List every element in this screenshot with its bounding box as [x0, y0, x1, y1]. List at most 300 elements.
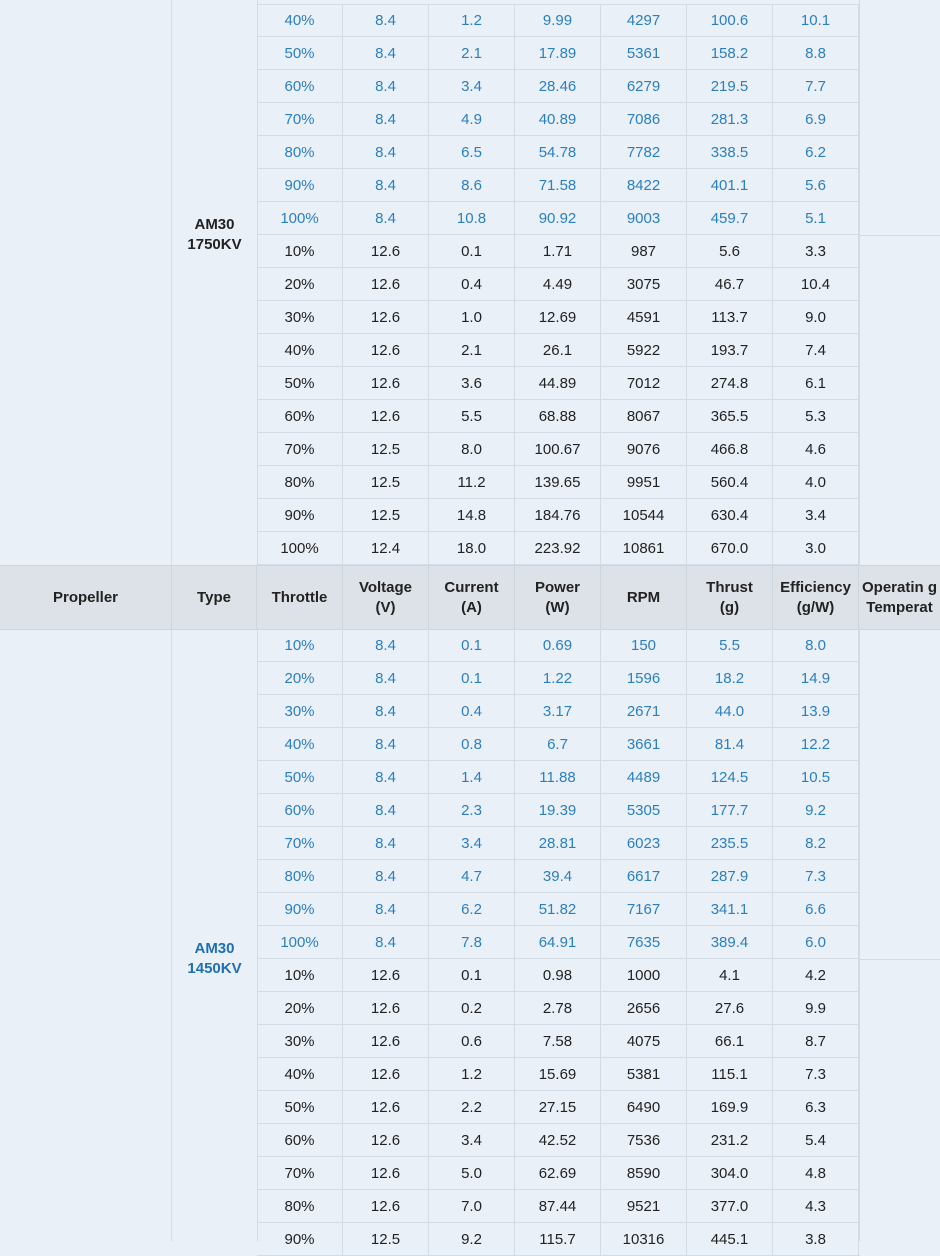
- thrust-cell: 124.5: [687, 761, 773, 793]
- table-row: [257, 466, 860, 499]
- table-row: [257, 827, 860, 860]
- table-row: [257, 893, 860, 926]
- efficiency-cell: 10.1: [773, 4, 859, 36]
- voltage-cell: 12.6: [343, 1091, 429, 1123]
- thrust-cell: 169.9: [687, 1091, 773, 1123]
- table-row: [257, 334, 860, 367]
- throttle-cell: 60%: [257, 400, 343, 432]
- header-throttle: Throttle: [257, 566, 343, 629]
- voltage-cell: 8.4: [343, 860, 429, 892]
- throttle-cell: 90%: [257, 1223, 343, 1255]
- table-row: [257, 532, 860, 565]
- thrust-cell: 466.8: [687, 433, 773, 465]
- throttle-cell: 100%: [257, 202, 343, 234]
- power-cell: 19.39: [515, 794, 601, 826]
- throttle-cell: 70%: [257, 1157, 343, 1189]
- rpm-cell: 9003: [601, 202, 687, 234]
- voltage-cell: 8.4: [343, 70, 429, 102]
- voltage-cell: 8.4: [343, 926, 429, 958]
- efficiency-cell: 5.4: [773, 1124, 859, 1156]
- rpm-cell: 10544: [601, 499, 687, 531]
- thrust-cell: 287.9: [687, 860, 773, 892]
- rpm-cell: 6023: [601, 827, 687, 859]
- power-cell: 6.7: [515, 728, 601, 760]
- rpm-cell: 150: [601, 629, 687, 661]
- power-cell: 15.69: [515, 1058, 601, 1090]
- current-cell: 2.1: [429, 37, 515, 69]
- thrust-cell: 445.1: [687, 1223, 773, 1255]
- throttle-cell: 60%: [257, 1124, 343, 1156]
- throttle-cell: 80%: [257, 136, 343, 168]
- throttle-cell: 70%: [257, 433, 343, 465]
- power-cell: 139.65: [515, 466, 601, 498]
- power-cell: 0.98: [515, 959, 601, 991]
- table-row: [257, 433, 860, 466]
- current-cell: 3.6: [429, 367, 515, 399]
- thrust-cell: 5.6: [687, 235, 773, 267]
- temperature-group-divider-1: [860, 235, 940, 236]
- power-cell: 17.89: [515, 37, 601, 69]
- rpm-cell: 3075: [601, 268, 687, 300]
- power-cell: 87.44: [515, 1190, 601, 1222]
- table-row: [257, 728, 860, 761]
- efficiency-cell: 6.2: [773, 136, 859, 168]
- power-cell: 28.81: [515, 827, 601, 859]
- header-temperature: Operatin g Temperat: [862, 578, 938, 616]
- current-cell: 6.2: [429, 893, 515, 925]
- throttle-cell: 40%: [257, 4, 343, 36]
- throttle-cell: 100%: [257, 532, 343, 564]
- current-cell: 3.4: [429, 827, 515, 859]
- efficiency-cell: 4.8: [773, 1157, 859, 1189]
- voltage-cell: 12.5: [343, 499, 429, 531]
- power-cell: 42.52: [515, 1124, 601, 1156]
- throttle-cell: 20%: [257, 992, 343, 1024]
- table-row: [257, 70, 860, 103]
- rpm-cell: 7012: [601, 367, 687, 399]
- current-cell: 0.2: [429, 992, 515, 1024]
- power-cell: 115.7: [515, 1223, 601, 1255]
- efficiency-cell: 3.4: [773, 499, 859, 531]
- table-row: [257, 1091, 860, 1124]
- thrust-cell: 66.1: [687, 1025, 773, 1057]
- throttle-cell: 40%: [257, 728, 343, 760]
- thrust-cell: 338.5: [687, 136, 773, 168]
- rpm-cell: 7536: [601, 1124, 687, 1156]
- current-cell: 9.2: [429, 1223, 515, 1255]
- efficiency-cell: 12.2: [773, 728, 859, 760]
- throttle-cell: 90%: [257, 169, 343, 201]
- voltage-cell: 8.4: [343, 4, 429, 36]
- voltage-cell: 12.6: [343, 1157, 429, 1189]
- thrust-cell: 177.7: [687, 794, 773, 826]
- throttle-cell: 80%: [257, 860, 343, 892]
- efficiency-cell: 8.0: [773, 629, 859, 661]
- efficiency-cell: 6.3: [773, 1091, 859, 1123]
- rpm-cell: 5361: [601, 37, 687, 69]
- power-cell: 71.58: [515, 169, 601, 201]
- table-row: [257, 926, 860, 959]
- current-cell: 7.0: [429, 1190, 515, 1222]
- current-cell: 0.4: [429, 268, 515, 300]
- rpm-cell: 10316: [601, 1223, 687, 1255]
- thrust-cell: 235.5: [687, 827, 773, 859]
- efficiency-cell: 5.3: [773, 400, 859, 432]
- power-cell: 1.22: [515, 662, 601, 694]
- rpm-cell: 10861: [601, 532, 687, 564]
- current-cell: 0.1: [429, 629, 515, 661]
- efficiency-cell: 9.9: [773, 992, 859, 1024]
- motor-type-label: AM30 1450KV: [187, 940, 242, 977]
- voltage-cell: 12.6: [343, 1025, 429, 1057]
- power-cell: 12.69: [515, 301, 601, 333]
- thrust-cell: 27.6: [687, 992, 773, 1024]
- current-cell: 0.4: [429, 695, 515, 727]
- rpm-cell: 5922: [601, 334, 687, 366]
- throttle-cell: 30%: [257, 695, 343, 727]
- efficiency-cell: 6.0: [773, 926, 859, 958]
- efficiency-cell: 4.2: [773, 959, 859, 991]
- rpm-cell: 4489: [601, 761, 687, 793]
- throttle-cell: 90%: [257, 499, 343, 531]
- voltage-cell: 8.4: [343, 893, 429, 925]
- rpm-cell: 8590: [601, 1157, 687, 1189]
- table-row: [257, 103, 860, 136]
- current-cell: 1.2: [429, 4, 515, 36]
- efficiency-cell: 7.3: [773, 1058, 859, 1090]
- table-row: [257, 268, 860, 301]
- throttle-cell: 80%: [257, 1190, 343, 1222]
- throttle-cell: 50%: [257, 37, 343, 69]
- voltage-cell: 8.4: [343, 103, 429, 135]
- throttle-cell: 20%: [257, 268, 343, 300]
- current-cell: 5.5: [429, 400, 515, 432]
- voltage-cell: 12.6: [343, 235, 429, 267]
- current-cell: 6.5: [429, 136, 515, 168]
- voltage-cell: 8.4: [343, 136, 429, 168]
- rpm-cell: 9076: [601, 433, 687, 465]
- power-cell: 4.49: [515, 268, 601, 300]
- power-cell: 62.69: [515, 1157, 601, 1189]
- header-propeller: Propeller: [0, 566, 172, 629]
- current-cell: 14.8: [429, 499, 515, 531]
- table-row: [257, 695, 860, 728]
- thrust-cell: 670.0: [687, 532, 773, 564]
- power-cell: 40.89: [515, 103, 601, 135]
- throttle-cell: 30%: [257, 301, 343, 333]
- thrust-cell: 630.4: [687, 499, 773, 531]
- thrust-cell: 100.6: [687, 4, 773, 36]
- voltage-cell: 8.4: [343, 695, 429, 727]
- efficiency-cell: 7.3: [773, 860, 859, 892]
- rpm-cell: 5381: [601, 1058, 687, 1090]
- rpm-cell: 4075: [601, 1025, 687, 1057]
- header-current: Current (A): [429, 566, 515, 629]
- voltage-cell: 12.6: [343, 400, 429, 432]
- voltage-cell: 8.4: [343, 794, 429, 826]
- power-cell: 26.1: [515, 334, 601, 366]
- thrust-cell: 5.5: [687, 629, 773, 661]
- efficiency-cell: 9.0: [773, 301, 859, 333]
- power-cell: 54.78: [515, 136, 601, 168]
- voltage-cell: 8.4: [343, 37, 429, 69]
- voltage-cell: 12.6: [343, 992, 429, 1024]
- throttle-cell: 10%: [257, 235, 343, 267]
- efficiency-cell: 9.2: [773, 794, 859, 826]
- rpm-cell: 8067: [601, 400, 687, 432]
- table-row: [257, 4, 860, 37]
- thrust-cell: 18.2: [687, 662, 773, 694]
- table-row: [257, 1157, 860, 1190]
- voltage-cell: 12.6: [343, 367, 429, 399]
- voltage-cell: 8.4: [343, 202, 429, 234]
- voltage-cell: 12.6: [343, 959, 429, 991]
- efficiency-cell: 10.5: [773, 761, 859, 793]
- voltage-cell: 12.6: [343, 1058, 429, 1090]
- efficiency-cell: 8.2: [773, 827, 859, 859]
- rpm-cell: 4297: [601, 4, 687, 36]
- voltage-cell: 12.6: [343, 1190, 429, 1222]
- thrust-cell: 281.3: [687, 103, 773, 135]
- voltage-cell: 12.5: [343, 433, 429, 465]
- header-power: Power (W): [515, 566, 601, 629]
- efficiency-cell: 4.0: [773, 466, 859, 498]
- header-efficiency: Efficiency (g/W): [773, 566, 859, 629]
- table-row: [257, 860, 860, 893]
- thrust-cell: 459.7: [687, 202, 773, 234]
- thrust-cell: 389.4: [687, 926, 773, 958]
- throttle-cell: 50%: [257, 1091, 343, 1123]
- efficiency-cell: 7.7: [773, 70, 859, 102]
- voltage-cell: 8.4: [343, 761, 429, 793]
- efficiency-cell: 3.8: [773, 1223, 859, 1255]
- thrust-cell: 274.8: [687, 367, 773, 399]
- table-row: [257, 629, 860, 662]
- table-row: [257, 499, 860, 532]
- thrust-cell: 231.2: [687, 1124, 773, 1156]
- power-cell: 64.91: [515, 926, 601, 958]
- current-cell: 1.4: [429, 761, 515, 793]
- voltage-cell: 12.6: [343, 301, 429, 333]
- efficiency-cell: 6.1: [773, 367, 859, 399]
- table-row: [257, 794, 860, 827]
- current-cell: 0.1: [429, 959, 515, 991]
- current-cell: 0.8: [429, 728, 515, 760]
- header-thrust: Thrust (g): [687, 566, 773, 629]
- efficiency-cell: 7.4: [773, 334, 859, 366]
- voltage-cell: 8.4: [343, 169, 429, 201]
- rpm-cell: 7167: [601, 893, 687, 925]
- table-row: [257, 992, 860, 1025]
- thrust-cell: 81.4: [687, 728, 773, 760]
- throttle-cell: 10%: [257, 959, 343, 991]
- rpm-cell: 6490: [601, 1091, 687, 1123]
- throttle-cell: 90%: [257, 893, 343, 925]
- current-cell: 1.2: [429, 1058, 515, 1090]
- power-cell: 1.71: [515, 235, 601, 267]
- power-cell: 11.88: [515, 761, 601, 793]
- header-rpm: RPM: [601, 566, 687, 629]
- current-cell: 0.6: [429, 1025, 515, 1057]
- throttle-cell: 10%: [257, 629, 343, 661]
- efficiency-cell: 5.6: [773, 169, 859, 201]
- rpm-cell: 6617: [601, 860, 687, 892]
- voltage-cell: 12.6: [343, 1124, 429, 1156]
- voltage-cell: 12.6: [343, 334, 429, 366]
- thrust-cell: 560.4: [687, 466, 773, 498]
- rpm-cell: 5305: [601, 794, 687, 826]
- throttle-cell: 60%: [257, 70, 343, 102]
- temperature-group-divider-2: [860, 959, 940, 960]
- efficiency-cell: 14.9: [773, 662, 859, 694]
- efficiency-cell: 3.3: [773, 235, 859, 267]
- efficiency-cell: 10.4: [773, 268, 859, 300]
- efficiency-cell: 4.6: [773, 433, 859, 465]
- table-row: [257, 400, 860, 433]
- current-cell: 18.0: [429, 532, 515, 564]
- efficiency-cell: 4.3: [773, 1190, 859, 1222]
- table-row: [257, 37, 860, 70]
- power-cell: 100.67: [515, 433, 601, 465]
- table-row: [257, 367, 860, 400]
- rpm-cell: 1596: [601, 662, 687, 694]
- current-cell: 4.9: [429, 103, 515, 135]
- efficiency-cell: 5.1: [773, 202, 859, 234]
- efficiency-cell: 8.7: [773, 1025, 859, 1057]
- table-row: [257, 136, 860, 169]
- thrust-cell: 219.5: [687, 70, 773, 102]
- motor-type-label: AM30 1750KV: [187, 216, 242, 253]
- rpm-cell: 7086: [601, 103, 687, 135]
- table-row: [257, 235, 860, 268]
- thrust-cell: 401.1: [687, 169, 773, 201]
- efficiency-cell: 6.6: [773, 893, 859, 925]
- header-voltage: Voltage (V): [343, 566, 429, 629]
- rpm-cell: 7782: [601, 136, 687, 168]
- table-row: [257, 1058, 860, 1091]
- throttle-cell: 30%: [257, 1025, 343, 1057]
- power-cell: 7.58: [515, 1025, 601, 1057]
- throttle-cell: 100%: [257, 926, 343, 958]
- voltage-cell: 12.6: [343, 268, 429, 300]
- current-cell: 3.4: [429, 1124, 515, 1156]
- power-cell: 27.15: [515, 1091, 601, 1123]
- efficiency-cell: 6.9: [773, 103, 859, 135]
- current-cell: 11.2: [429, 466, 515, 498]
- current-cell: 5.0: [429, 1157, 515, 1189]
- throttle-cell: 50%: [257, 761, 343, 793]
- rpm-cell: 6279: [601, 70, 687, 102]
- power-cell: 184.76: [515, 499, 601, 531]
- table-row: [257, 761, 860, 794]
- power-cell: 223.92: [515, 532, 601, 564]
- power-cell: 51.82: [515, 893, 601, 925]
- rpm-cell: 987: [601, 235, 687, 267]
- voltage-cell: 12.4: [343, 532, 429, 564]
- thrust-cell: 158.2: [687, 37, 773, 69]
- efficiency-cell: 8.8: [773, 37, 859, 69]
- table-row: [257, 1025, 860, 1058]
- thrust-cell: 115.1: [687, 1058, 773, 1090]
- current-cell: 2.1: [429, 334, 515, 366]
- table-row: [257, 202, 860, 235]
- table-row: [257, 1124, 860, 1157]
- current-cell: 0.1: [429, 235, 515, 267]
- voltage-cell: 8.4: [343, 728, 429, 760]
- table-row: [257, 301, 860, 334]
- thrust-cell: 44.0: [687, 695, 773, 727]
- rpm-cell: 7635: [601, 926, 687, 958]
- thrust-cell: 4.1: [687, 959, 773, 991]
- thrust-cell: 113.7: [687, 301, 773, 333]
- power-cell: 3.17: [515, 695, 601, 727]
- current-cell: 10.8: [429, 202, 515, 234]
- voltage-cell: 12.5: [343, 466, 429, 498]
- current-cell: 0.1: [429, 662, 515, 694]
- power-cell: 39.4: [515, 860, 601, 892]
- thrust-cell: 304.0: [687, 1157, 773, 1189]
- power-cell: 68.88: [515, 400, 601, 432]
- efficiency-cell: 13.9: [773, 695, 859, 727]
- rpm-cell: 1000: [601, 959, 687, 991]
- thrust-cell: 365.5: [687, 400, 773, 432]
- voltage-cell: 8.4: [343, 662, 429, 694]
- thrust-cell: 193.7: [687, 334, 773, 366]
- rpm-cell: 9951: [601, 466, 687, 498]
- current-cell: 4.7: [429, 860, 515, 892]
- throttle-cell: 70%: [257, 103, 343, 135]
- throttle-cell: 80%: [257, 466, 343, 498]
- current-cell: 2.3: [429, 794, 515, 826]
- voltage-cell: 8.4: [343, 827, 429, 859]
- rpm-cell: 2671: [601, 695, 687, 727]
- voltage-cell: 12.5: [343, 1223, 429, 1255]
- efficiency-cell: 3.0: [773, 532, 859, 564]
- current-cell: 1.0: [429, 301, 515, 333]
- throttle-cell: 20%: [257, 662, 343, 694]
- table-row: [257, 662, 860, 695]
- throttle-cell: 40%: [257, 1058, 343, 1090]
- power-cell: 90.92: [515, 202, 601, 234]
- power-cell: 44.89: [515, 367, 601, 399]
- rpm-cell: 4591: [601, 301, 687, 333]
- thrust-cell: 377.0: [687, 1190, 773, 1222]
- current-cell: 8.0: [429, 433, 515, 465]
- voltage-cell: 8.4: [343, 629, 429, 661]
- rpm-cell: 8422: [601, 169, 687, 201]
- rpm-cell: 2656: [601, 992, 687, 1024]
- table-row: [257, 169, 860, 202]
- rpm-cell: 3661: [601, 728, 687, 760]
- thrust-cell: 341.1: [687, 893, 773, 925]
- throttle-cell: 60%: [257, 794, 343, 826]
- table-header: [0, 565, 940, 630]
- header-type: Type: [172, 566, 257, 629]
- table-row: [257, 959, 860, 992]
- throttle-cell: 40%: [257, 334, 343, 366]
- current-cell: 8.6: [429, 169, 515, 201]
- current-cell: 7.8: [429, 926, 515, 958]
- table-row: [257, 1223, 860, 1256]
- thrust-cell: 46.7: [687, 268, 773, 300]
- power-cell: 28.46: [515, 70, 601, 102]
- power-cell: 0.69: [515, 629, 601, 661]
- throttle-cell: 70%: [257, 827, 343, 859]
- power-cell: 2.78: [515, 992, 601, 1024]
- throttle-cell: 50%: [257, 367, 343, 399]
- current-cell: 2.2: [429, 1091, 515, 1123]
- current-cell: 3.4: [429, 70, 515, 102]
